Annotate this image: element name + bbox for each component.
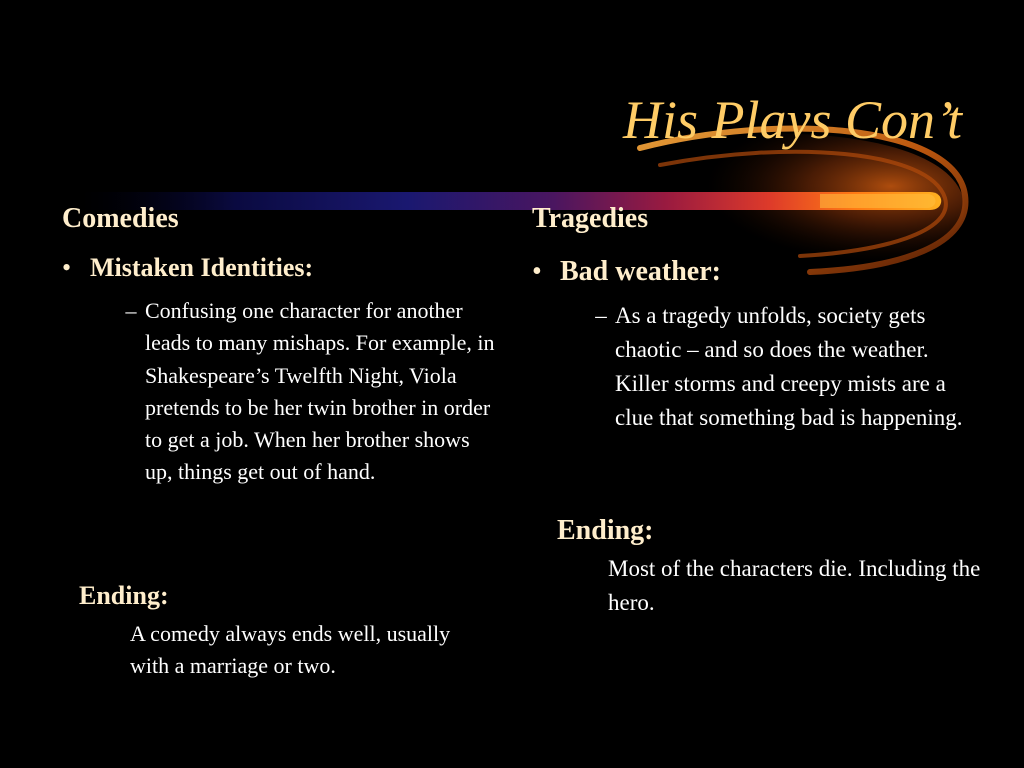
bullet-marker: • <box>62 253 72 282</box>
comedies-ending-label: Ending: <box>79 581 169 610</box>
comedies-heading: Comedies <box>62 203 179 234</box>
tragedies-bullet-text: Bad weather: <box>560 256 721 287</box>
comedies-ending-text: A comedy always ends well, usually with a marriage or two. <box>130 621 451 678</box>
comedies-sub-text: Confusing one character for another leads to many mishaps. For example, in Shakespeare’s Twelfth Night, Viola pretends to be her twin brother in order to get a job. When her brother shows up, things get out of hand. <box>145 298 495 485</box>
tragedies-sub-text: As a tragedy unfolds, society gets chaotic – and so does the weather. Killer storms and creepy mists are a clue that something bad is happening. <box>615 303 963 430</box>
comedies-sub-bullet <box>117 295 497 489</box>
dash-marker: – <box>595 303 607 328</box>
comedies-bullet <box>62 252 313 284</box>
tragedies-heading: Tragedies <box>532 203 649 234</box>
tragedies-sub-bullet <box>587 299 987 435</box>
dash-marker: – <box>125 298 137 323</box>
comedies-bullet-text: Mistaken Identities: <box>90 253 314 282</box>
slide-title: His Plays Con’t <box>622 90 962 150</box>
tragedies-bullet <box>532 255 721 289</box>
tragedies-ending-label: Ending: <box>557 515 654 546</box>
bullet-marker: • <box>532 256 542 287</box>
tragedies-ending-text: Most of the characters die. Including the hero. <box>608 556 981 615</box>
